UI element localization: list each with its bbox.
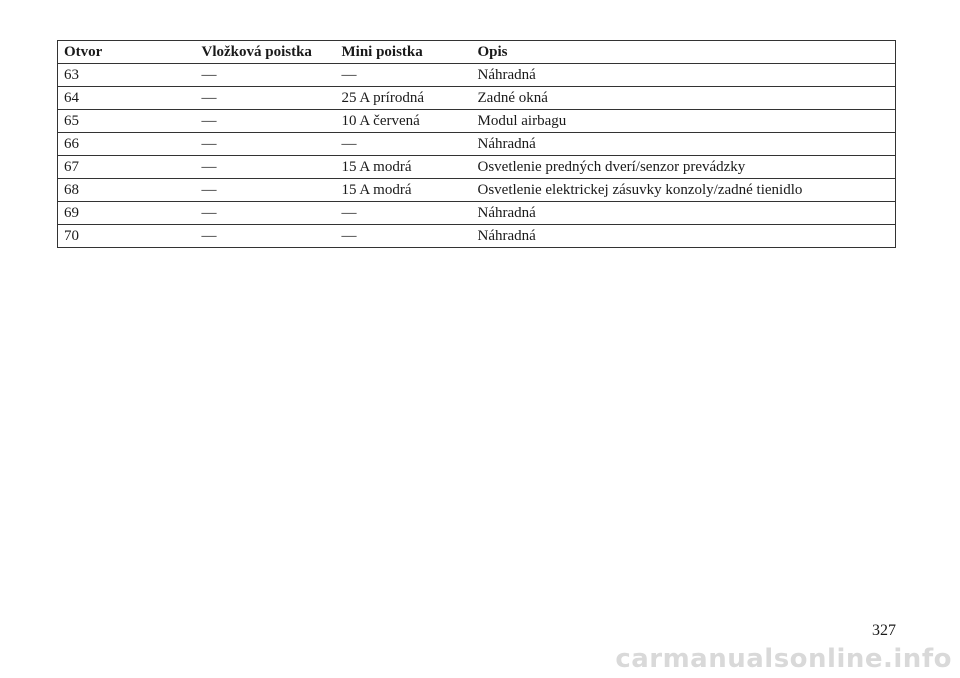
header-mini-fuse: Mini poistka	[330, 41, 468, 64]
cell-cartridge-fuse: —	[193, 179, 330, 202]
cell-cartridge-fuse: —	[193, 202, 330, 225]
cell-description: Náhradná	[468, 64, 896, 87]
fuse-table	[57, 40, 896, 248]
cell-mini-fuse: 15 A modrá	[330, 156, 468, 179]
cell-cartridge-fuse: —	[193, 87, 330, 110]
cell-cartridge-fuse: —	[193, 225, 330, 248]
table-header-row	[58, 41, 896, 64]
table-row	[58, 133, 896, 156]
cell-mini-fuse: 25 A prírodná	[330, 87, 468, 110]
cell-cartridge-fuse: —	[193, 156, 330, 179]
cell-mini-fuse: 10 A červená	[330, 110, 468, 133]
cell-mini-fuse: —	[330, 64, 468, 87]
cell-slot: 63	[58, 64, 193, 87]
cell-mini-fuse: —	[330, 225, 468, 248]
page-number: 327	[872, 622, 896, 639]
cell-description: Modul airbagu	[468, 110, 896, 133]
watermark: carmanualsonline.info	[615, 644, 952, 674]
table-row	[58, 110, 896, 133]
table-row	[58, 202, 896, 225]
cell-mini-fuse: —	[330, 202, 468, 225]
cell-slot: 65	[58, 110, 193, 133]
table-row	[58, 156, 896, 179]
header-slot: Otvor	[58, 41, 193, 64]
header-description: Opis	[468, 41, 896, 64]
cell-mini-fuse: —	[330, 133, 468, 156]
cell-slot: 64	[58, 87, 193, 110]
cell-slot: 67	[58, 156, 193, 179]
table-row	[58, 87, 896, 110]
cell-description: Náhradná	[468, 133, 896, 156]
cell-mini-fuse: 15 A modrá	[330, 179, 468, 202]
table-row	[58, 64, 896, 87]
cell-slot: 66	[58, 133, 193, 156]
cell-description: Osvetlenie elektrickej zásuvky konzoly/zadné tienidlo	[468, 179, 896, 202]
header-cartridge-fuse: Vložková poistka	[193, 41, 330, 64]
cell-cartridge-fuse: —	[193, 64, 330, 87]
cell-slot: 69	[58, 202, 193, 225]
cell-description: Náhradná	[468, 225, 896, 248]
cell-slot: 68	[58, 179, 193, 202]
table-row	[58, 225, 896, 248]
cell-slot: 70	[58, 225, 193, 248]
cell-description: Zadné okná	[468, 87, 896, 110]
cell-description: Osvetlenie predných dverí/senzor prevádzky	[468, 156, 896, 179]
cell-description: Náhradná	[468, 202, 896, 225]
cell-cartridge-fuse: —	[193, 110, 330, 133]
cell-cartridge-fuse: —	[193, 133, 330, 156]
table-row	[58, 179, 896, 202]
